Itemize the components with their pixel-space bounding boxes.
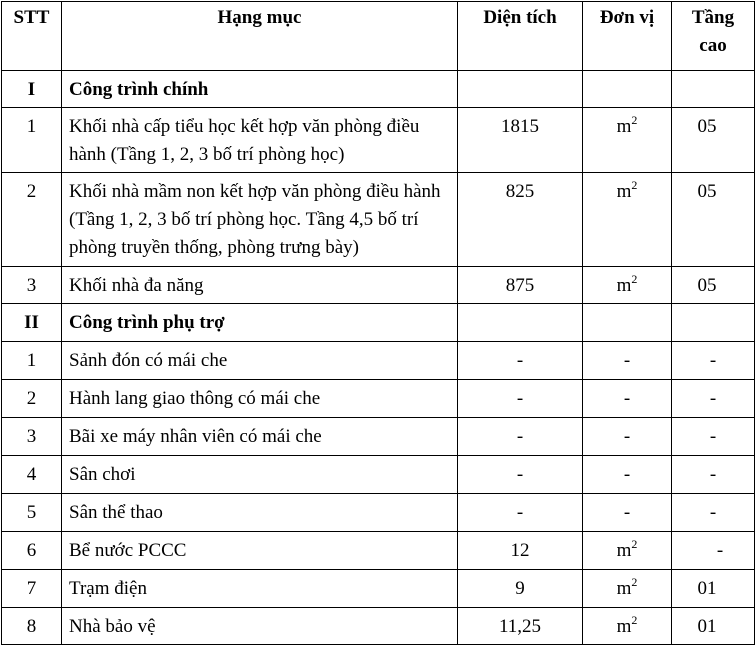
cell-stt [2,380,62,418]
cell-stt [2,570,62,608]
unit-base: m [616,578,632,599]
unit-base: m [616,181,632,202]
cell-don-vi-text: - [623,426,631,447]
cell-dien-tich-text: 1815 [501,116,539,137]
cell-don-vi-text [616,113,638,137]
cell-hang-muc [62,608,458,645]
cell-hang-muc-text: Khối nhà mầm non kết hợp văn phòng điều hành (Tầng 1, 2, 3 bố trí phòng học. Tầng 4,5 bố trí phòng truyền thống, phòng trưng bày) [69,181,441,258]
cell-dien-tich-text: 825 [505,181,535,202]
cell-don-vi [583,570,672,608]
unit-base: m [616,616,632,637]
cell-tang-cao [672,304,755,342]
cell-dien-tich-text: 875 [505,275,535,296]
cell-hang-muc-text: Khối nhà đa năng [69,275,204,296]
cell-dien-tich [458,173,583,267]
cell-hang-muc [62,456,458,494]
unit-exponent: 2 [631,613,638,627]
cell-hang-muc [62,342,458,380]
cell-don-vi [583,418,672,456]
table-row [2,418,755,456]
cell-hang-muc-text: Nhà bảo vệ [69,616,156,637]
cell-stt-text: 3 [26,275,37,296]
cell-don-vi [583,342,672,380]
cell-hang-muc [62,570,458,608]
table-row [2,456,755,494]
header-dien-tich: Diện tích [458,2,583,71]
cell-dien-tich-text: 9 [515,578,525,599]
cell-stt [2,267,62,304]
table-row [2,267,755,304]
cell-hang-muc-text: Trạm điện [69,578,147,599]
cell-hang-muc-text: Sảnh đón có mái che [69,350,228,371]
cell-don-vi-text [616,537,638,561]
cell-don-vi-text: - [623,350,631,371]
cell-tang-cao-text: - [709,464,717,485]
cell-stt-text: 2 [26,181,37,202]
cell-stt [2,71,62,108]
cell-stt [2,418,62,456]
cell-tang-cao [672,380,755,418]
table-row [2,380,755,418]
cell-hang-muc-text: Bể nước PCCC [69,540,187,561]
cell-hang-muc [62,380,458,418]
cell-stt-text: 5 [26,502,37,523]
section-row [2,71,755,108]
cell-dien-tich-text: - [516,350,524,371]
cell-stt-text: 6 [26,540,37,561]
header-row [2,2,755,71]
cell-dien-tich [458,342,583,380]
cell-hang-muc-text: Công trình phụ trợ [69,312,225,333]
table-row [2,173,755,267]
cell-stt-text: 1 [26,116,37,137]
cell-tang-cao [672,456,755,494]
cell-tang-cao [672,494,755,532]
cell-don-vi-text [616,272,638,296]
cell-dien-tich [458,418,583,456]
cell-tang-cao [672,342,755,380]
cell-tang-cao-text: 01 [697,578,717,599]
cell-tang-cao [672,267,755,304]
cell-tang-cao-text: - [709,350,717,371]
cell-don-vi [583,532,672,570]
section-row [2,304,755,342]
cell-don-vi-text: - [623,502,631,523]
cell-tang-cao-text: - [716,540,724,561]
cell-tang-cao [672,108,755,173]
cell-tang-cao [672,570,755,608]
cell-don-vi [583,267,672,304]
unit-exponent: 2 [631,537,638,551]
table-body [2,71,755,645]
table-row [2,532,755,570]
cell-dien-tich [458,71,583,108]
cell-tang-cao [672,71,755,108]
cell-stt-text: 7 [26,578,37,599]
cell-tang-cao [672,532,755,570]
header-don-vi: Đơn vị [583,2,672,71]
table-row [2,494,755,532]
cell-dien-tich-text: - [516,464,524,485]
cell-don-vi [583,456,672,494]
unit-exponent: 2 [631,113,638,127]
cell-stt [2,342,62,380]
cell-stt [2,108,62,173]
header-tang-cao: Tầng cao [672,2,755,71]
cell-tang-cao [672,173,755,267]
header-stt: STT [2,2,62,71]
cell-stt-text: I [27,79,36,100]
cell-tang-cao-text: 05 [697,275,717,296]
cell-stt [2,532,62,570]
cell-don-vi [583,304,672,342]
cell-dien-tich-text: - [516,388,524,409]
cell-dien-tich [458,608,583,645]
cell-don-vi [583,608,672,645]
cell-tang-cao-text: - [709,426,717,447]
cell-stt-text: 1 [26,350,37,371]
cell-don-vi-text: - [623,388,631,409]
construction-items-table [1,1,755,645]
cell-don-vi-text [616,178,638,202]
cell-hang-muc-text: Sân chơi [69,464,136,485]
table-row [2,108,755,173]
cell-tang-cao-text: - [709,502,717,523]
cell-hang-muc [62,304,458,342]
cell-dien-tich [458,494,583,532]
unit-exponent: 2 [631,575,638,589]
cell-dien-tich-text: - [516,426,524,447]
cell-tang-cao-text: 01 [697,616,717,637]
cell-tang-cao-text: 05 [697,181,717,202]
cell-stt [2,173,62,267]
table-row [2,342,755,380]
cell-dien-tich [458,380,583,418]
cell-stt-text: 4 [26,464,37,485]
cell-dien-tich [458,304,583,342]
unit-base: m [616,275,632,296]
cell-hang-muc [62,494,458,532]
cell-tang-cao [672,418,755,456]
cell-stt-text: 2 [26,388,37,409]
cell-dien-tich [458,456,583,494]
cell-hang-muc [62,418,458,456]
cell-stt [2,304,62,342]
unit-base: m [616,540,632,561]
unit-exponent: 2 [631,272,638,286]
cell-dien-tich [458,108,583,173]
cell-stt [2,494,62,532]
cell-don-vi-text [616,613,638,637]
cell-dien-tich-text: 12 [510,540,530,561]
cell-don-vi [583,71,672,108]
cell-hang-muc [62,173,458,267]
cell-stt-text: II [24,312,39,333]
unit-base: m [616,116,632,137]
cell-hang-muc [62,108,458,173]
cell-dien-tich [458,570,583,608]
cell-dien-tich-text: 11,25 [498,616,542,637]
cell-hang-muc [62,267,458,304]
cell-dien-tich-text: - [516,502,524,523]
cell-don-vi [583,108,672,173]
cell-hang-muc [62,71,458,108]
cell-hang-muc-text: Bãi xe máy nhân viên có mái che [69,426,322,447]
table-row [2,608,755,645]
cell-stt [2,608,62,645]
cell-tang-cao-text: 05 [697,116,717,137]
cell-don-vi-text [616,575,638,599]
cell-stt-text: 8 [26,616,37,637]
header-hang-muc: Hạng mục [62,2,458,71]
cell-tang-cao-text: - [709,388,717,409]
cell-hang-muc-text: Sân thể thao [69,502,163,523]
cell-don-vi-text: - [623,464,631,485]
cell-stt [2,456,62,494]
cell-stt-text: 3 [26,426,37,447]
cell-hang-muc-text: Khối nhà cấp tiểu học kết hợp văn phòng điều hành (Tầng 1, 2, 3 bố trí phòng học) [69,116,420,165]
cell-dien-tich [458,267,583,304]
cell-dien-tich [458,532,583,570]
unit-exponent: 2 [631,178,638,192]
table-row [2,570,755,608]
cell-don-vi [583,380,672,418]
cell-don-vi [583,173,672,267]
cell-hang-muc-text: Hành lang giao thông có mái che [69,388,321,409]
cell-tang-cao [672,608,755,645]
cell-hang-muc [62,532,458,570]
cell-hang-muc-text: Công trình chính [69,79,209,100]
cell-don-vi [583,494,672,532]
